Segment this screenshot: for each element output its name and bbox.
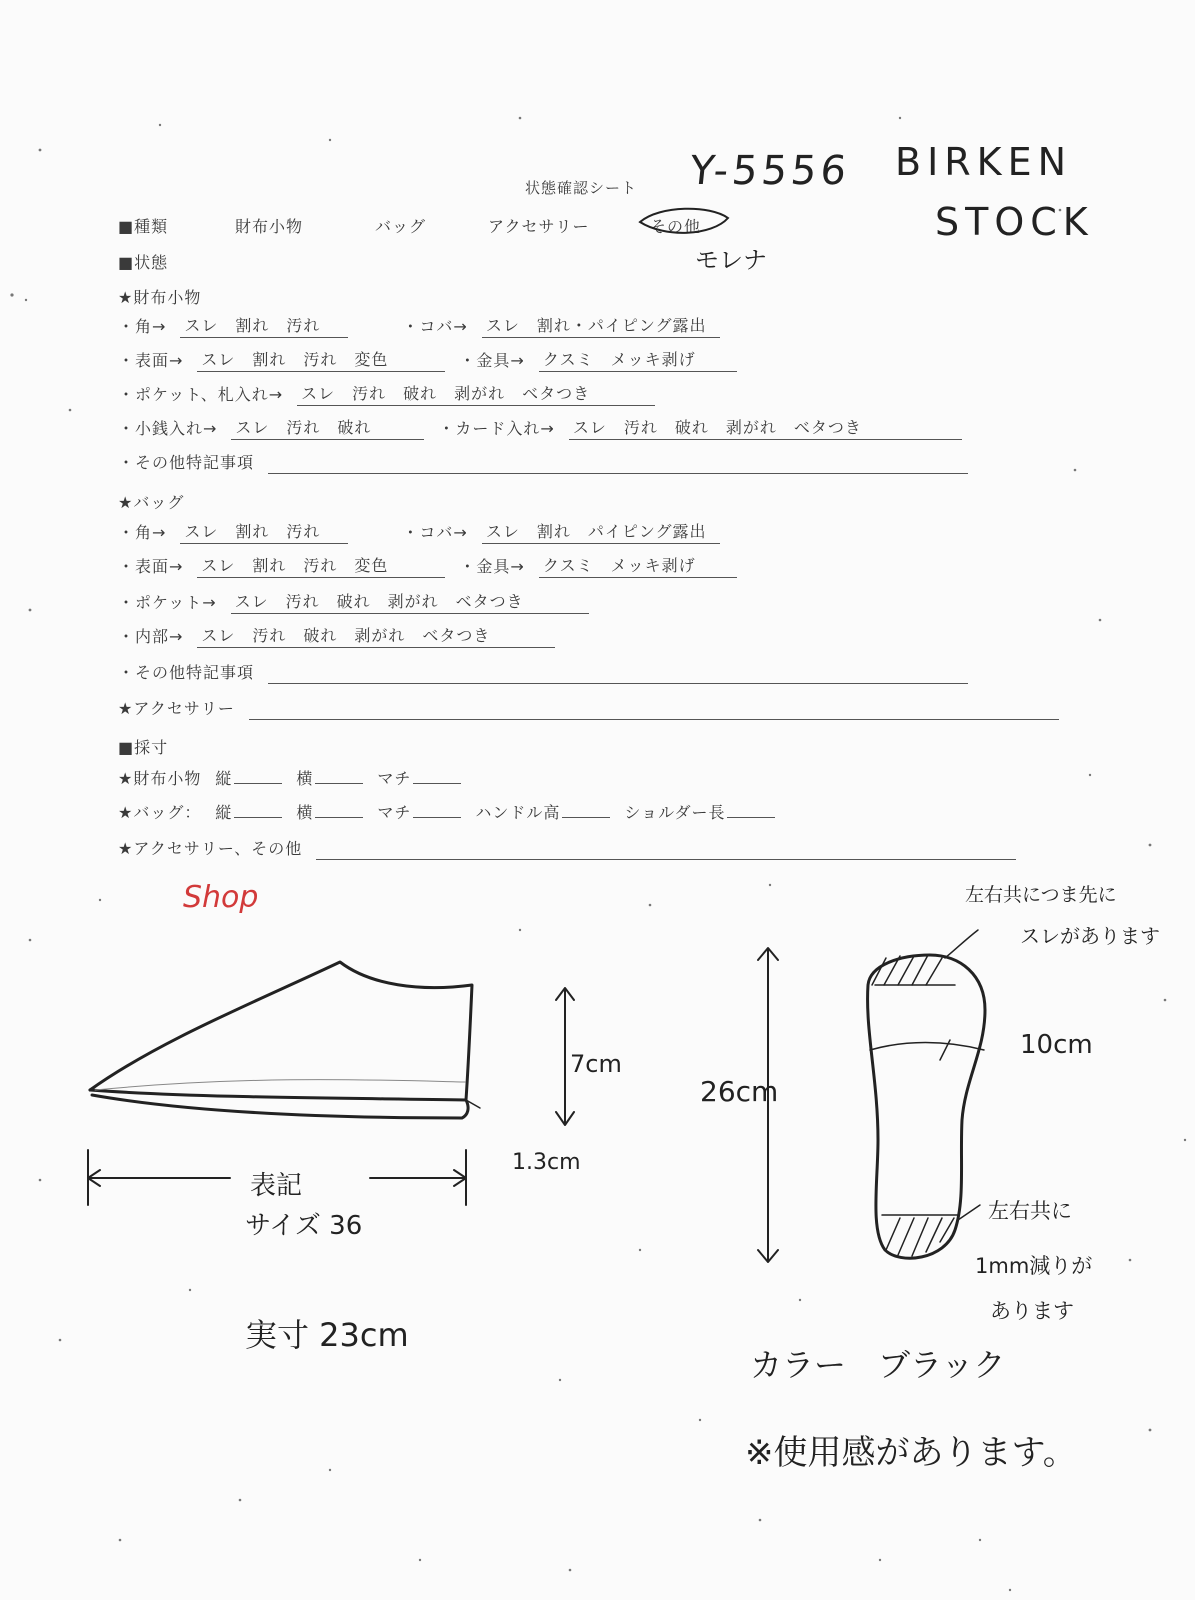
toe-note-2: スレがあります [1020,924,1160,948]
wallet-edge-label: ・コバ→ [402,317,468,336]
size-wallet-height: 縦 [215,766,282,790]
wallet-corner-label: ・角→ [118,317,167,336]
size-wallet-gusset: マチ [377,766,461,790]
usage-note: ※使用感があります。 [745,1433,1077,1473]
size-bag-label: ★バッグ： [118,803,202,822]
brand-line-1: BIRKEN [895,140,1073,184]
length-note-2: サイズ 36 [245,1211,363,1241]
wallet-pocket-label: ・ポケット、札入れ→ [118,385,284,404]
wallet-surface-items: スレ 割れ 汚れ 変色 [197,347,445,372]
side-view-sole [90,1090,468,1118]
total-length-label: 26cm [700,1075,779,1108]
bag-metal-items: クスミ メッキ剥げ [539,553,737,578]
wallet-edge-items: スレ 割れ・パイピング露出 [482,313,720,338]
wallet-card-label: ・カード入れ→ [438,419,555,438]
width-label: 10cm [1020,1030,1093,1060]
category-option-bag: バッグ [375,217,427,236]
sheet-title: 状態確認シート [525,179,638,197]
bag-edge-items: スレ 割れ パイピング露出 [482,519,720,544]
bag-edge-label: ・コバ→ [402,523,468,542]
wallet-coin-items: スレ 汚れ 破れ [231,415,424,440]
shop-note: Shop [183,880,259,915]
wallet-coin-label: ・小銭入れ→ [118,419,218,438]
wallet-corner-items: スレ 割れ 汚れ [180,313,348,338]
bag-interior-items: スレ 汚れ 破れ 剥がれ ベタつき [197,623,555,648]
wallet-metal-items: クスミ メッキ剥げ [539,347,737,372]
wallet-card-items: スレ 汚れ 破れ 剥がれ ベタつき [569,415,962,440]
bag-surface-label: ・表面→ [118,557,184,576]
wallet-surface-label: ・表面→ [118,351,184,370]
bag-corner-items: スレ 割れ 汚れ [180,519,348,544]
item-code: Y-5556 [687,148,853,194]
heel-note-3: あります [990,1299,1074,1323]
sole-label: 1.3cm [512,1150,581,1175]
size-wallet-width: 横 [296,766,363,790]
condition-heading: ■状態 [118,253,169,272]
toe-wear-hatch [872,955,955,985]
size-bag-height: 縦 [215,800,282,824]
accessory-label: ★アクセサリー [118,699,235,718]
bag-pocket-label: ・ポケット→ [118,593,217,612]
heel-note-1: 左右共に [988,1199,1072,1223]
size-heading: ■採寸 [118,738,169,757]
size-wallet-label: ★財布小物 [118,769,202,788]
inner-size-label: 実寸 23cm [245,1316,409,1354]
wallet-other-label: ・その他特記事項 [118,453,255,472]
width-marker [870,1040,984,1060]
brand-line-2: STOCK [935,200,1094,244]
category-heading: ■種類 [118,217,169,236]
toe-note-1: 左右共につま先に [965,884,1117,906]
model-note: モレナ [695,246,767,274]
height-label: 7cm [570,1050,622,1078]
bag-corner-label: ・角→ [118,523,167,542]
bag-interior-label: ・内部→ [118,627,184,646]
color-note: カラー ブラック [750,1346,1006,1384]
bag-metal-label: ・金具→ [459,557,525,576]
wallet-heading: ★財布小物 [118,288,202,307]
size-other-label: ★アクセサリー、その他 [118,839,303,858]
category-option-other: その他 [650,217,702,236]
category-option-accessory: アクセサリー [488,217,590,236]
size-bag-handle: ハンドル高 [475,800,610,824]
heel-note-2: 1mm減りが [975,1254,1093,1278]
length-note-1: 表記 [250,1171,303,1201]
wallet-metal-label: ・金具→ [459,351,525,370]
bag-other-label: ・その他特記事項 [118,663,255,682]
size-bag-width: 横 [296,800,363,824]
category-option-wallet: 財布小物 [235,217,304,236]
size-bag-gusset: マチ [377,800,461,824]
bag-heading: ★バッグ [118,493,185,512]
size-bag-shoulder: ショルダー長 [624,800,775,824]
bag-surface-items: スレ 割れ 汚れ 変色 [197,553,445,578]
wallet-pocket-items: スレ 汚れ 破れ 剥がれ ベタつき [297,381,655,406]
heel-wear-hatch [882,1215,958,1256]
bag-pocket-items: スレ 汚れ 破れ 剥がれ ベタつき [231,589,589,614]
side-view-upper [90,962,472,1100]
